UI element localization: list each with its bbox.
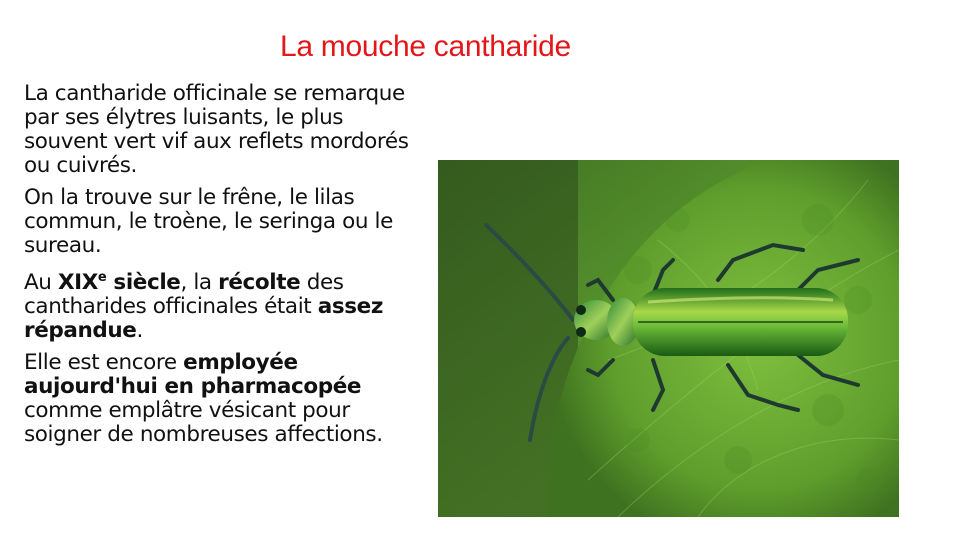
text-run: récolte (218, 270, 301, 296)
text-run: employée aujourd'hui en pharmacopée (24, 350, 362, 400)
text-run: XIX (57, 270, 98, 296)
text-run: Au (24, 270, 58, 296)
beetle-photo (438, 160, 899, 517)
text-run: comme emplâtre vésicant pour soigner de nombreuses affections. (24, 398, 383, 448)
text-run: Elle est encore (24, 350, 184, 376)
text-run: siècle (106, 270, 181, 296)
paragraph-4 (24, 351, 419, 447)
text-run: se remarque par ses élytres luisants, le plus souvent vert vif aux reflets mordorés ou cuivrés. (24, 81, 409, 178)
slide-title: La mouche cantharide (280, 30, 571, 63)
body-text (24, 82, 419, 455)
text-run: , la (180, 270, 219, 296)
text-run: . (136, 318, 143, 344)
text-run: assez répandue (24, 294, 383, 344)
text-run: La cantharide officinale (24, 81, 267, 106)
text-run: e (97, 270, 107, 285)
text-run: On la trouve sur le frêne, le lilas commun, le troène, le seringa ou le sureau. (24, 185, 393, 258)
paragraph-3 (24, 266, 419, 343)
text-run: des cantharides officinales était (24, 270, 344, 320)
paragraph-1 (24, 82, 419, 178)
paragraph-2 (24, 186, 419, 258)
